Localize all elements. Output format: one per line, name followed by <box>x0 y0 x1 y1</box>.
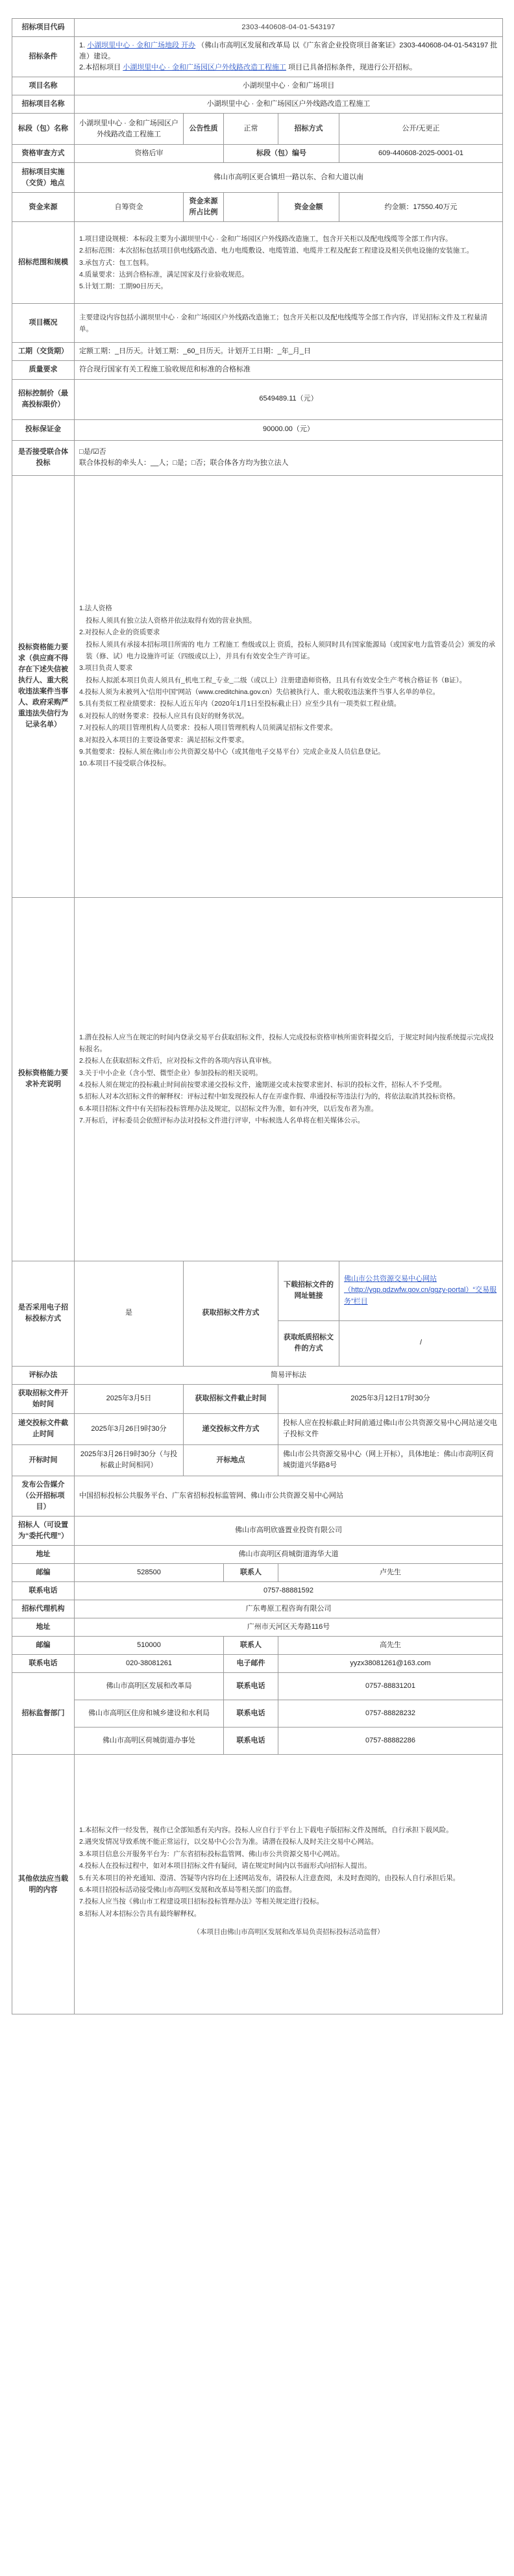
funding-label: 资金来源 <box>12 193 75 222</box>
paper-docs-label: 获取纸质招标文件的方式 <box>278 1320 339 1366</box>
supervisor-tel-value-2: 0757-88828232 <box>278 1700 503 1728</box>
qualification-line: 1.法人资格 <box>79 604 112 613</box>
other-req-content <box>75 897 503 1261</box>
other-req-line: 3.关于中小企业（含小型、微型企业）参加投标的相关说明。 <box>79 1069 262 1077</box>
qualification-line: 投标人拟派本项目负责人须具有_机电工程_专业_二级（或以上）注册建造师资格，且具有有效安全生产考核合格证书（B证）。 <box>86 676 467 684</box>
opening-place-label: 开标地点 <box>184 1444 278 1476</box>
remarks-line: 8.招标人对本招标公告具有最终解释权。 <box>79 1909 201 1918</box>
consortium-value <box>75 440 503 475</box>
tenderer-addr-label: 地址 <box>12 1545 75 1563</box>
qualification-line: 10.本项目不接受联合体投标。 <box>79 760 171 768</box>
scope-line: 4.质量要求：达到合格标准，满足国家及行业验收规范。 <box>79 271 249 279</box>
download-url-label: 下载招标文件的网址链接 <box>278 1261 339 1320</box>
scope-content <box>75 222 503 304</box>
get-docs-label: 获取招标文件方式 <box>184 1261 278 1366</box>
remarks-content <box>75 1755 503 2014</box>
supervisor-label: 招标监督部门 <box>12 1673 75 1755</box>
opening-time-value: 2025年3月26日9时30分（与投标截止时间相同） <box>75 1444 184 1476</box>
conditions-p2-post: 项目已具备招标条件，现进行公开招标。 <box>288 64 417 72</box>
bid-method-label: 招标方式 <box>278 114 339 145</box>
scope-line: 3.承包方式：包工包料。 <box>79 258 153 267</box>
conditions-label: 招标条件 <box>12 37 75 77</box>
agent-post-label: 邮编 <box>12 1637 75 1655</box>
supervisor-value: 佛山市高明区发展和改革局 <box>75 1673 224 1700</box>
conditions-project-name[interactable]: 小湖坝里中心 · 金和广场地段 开办 <box>87 42 196 50</box>
conditions-bid-name[interactable]: 小湖坝里中心 · 金和广场园区户外线路改造工程施工 <box>123 64 287 72</box>
scope-label: 招标范围和规模 <box>12 222 75 304</box>
consortium-choice: □是/☑否 <box>79 447 106 456</box>
tenderer-label: 招标人（可设置为“委托代理”） <box>12 1516 75 1545</box>
conditions-p1-pre: 1. <box>79 42 86 50</box>
project-name-label: 项目名称 <box>12 77 75 95</box>
tenderer-tel-value: 0757-88881592 <box>75 1581 503 1600</box>
tenderer-addr-value: 佛山市高明区荷城街道海华大道 <box>75 1545 503 1563</box>
agent-addr-value: 广州市天河区天寿路116号 <box>75 1618 503 1637</box>
e-bid-value: 是 <box>75 1261 184 1366</box>
section-label: 标段（包）名称 <box>12 114 75 145</box>
location-value: 佛山市高明区更合镇坦一路以东、合和大道以南 <box>75 163 503 193</box>
qualification-line: 4.投标人须为未被列入“信用中国”网站（www.creditchina.gov.cn）失信被执行人、重大税收违法案件当事人名单的单位。 <box>79 688 440 697</box>
remarks-note: （本项目由佛山市高明区发展和改革局负责招标投标活动监督） <box>193 1928 384 1937</box>
supervisor-value-3: 佛山市高明区荷城街道办事处 <box>75 1728 224 1755</box>
submit-deadline-label: 递交投标文件截止时间 <box>12 1413 75 1444</box>
submit-method-value: 投标人应在投标截止时间前通过佛山市公共资源交易中心网站递交电子投标文件 <box>278 1413 503 1444</box>
qualification-line: 2.对投标人企业的资质要求 <box>79 628 160 637</box>
bid-project-name-value: 小湖坝里中心 · 金和广场园区户外线路改造工程施工 <box>75 95 503 114</box>
agent-contact-label: 联系人 <box>224 1637 278 1655</box>
supervisor-value-2: 佛山市高明区住房和城乡建设和水利局 <box>75 1700 224 1728</box>
other-req-line: 5.招标人对本次招标文件的解释权：评标过程中如发现投标人存在弄虚作假、串通投标等违法行为的，将依法取消其投标资格。 <box>79 1093 460 1101</box>
other-req-line: 4.投标人须在规定的投标截止时间前按要求递交投标文件，逾期递交或未按要求密封、标识的投标文件，招标人不予受理。 <box>79 1081 447 1089</box>
tenderer-post-label: 邮编 <box>12 1563 75 1581</box>
media-label: 发布公告媒介（公开招标项目） <box>12 1476 75 1516</box>
remarks-line: 2.遇突发情况导致系统不能正常运行，以交易中心公告为准。请潜在投标人及时关注交易中心网站。 <box>79 1838 378 1846</box>
qualification-line: 8.对拟投入本项目的主要设备要求：满足招标文件要求。 <box>79 736 249 744</box>
tenderer-tel-label: 联系电话 <box>12 1581 75 1600</box>
review-value: 资格后审 <box>75 145 224 163</box>
agent-email-label: 电子邮件 <box>224 1655 278 1673</box>
agent-email-value[interactable]: yyzx38081261@163.com <box>278 1655 503 1673</box>
agent-post-value: 510000 <box>75 1637 224 1655</box>
price-cap-value: 6549489.11（元） <box>75 379 503 419</box>
supervisor-tel-value: 0757-88831201 <box>278 1673 503 1700</box>
funding-amount-label: 资金金额 <box>278 193 339 222</box>
consortium-lead: 联合体投标的牵头人：__人；□是；□否；联合体各方均为独立法人 <box>79 459 289 467</box>
funding-value: 自筹资金 <box>75 193 184 222</box>
quality-label: 质量要求 <box>12 361 75 379</box>
media-value: 中国招标投标公共服务平台、广东省招标投标监管网、佛山市公共资源交易中心网站 <box>75 1476 503 1516</box>
quality-value: 符合现行国家有关工程施工验收规范和标准的合格标准 <box>75 361 503 379</box>
scope-line: 1.项目建设规模：本标段主要为小湖坝里中心 · 金和广场园区户外线路改造施工，包含开关柜以及配电线缆等全部工作内容。 <box>79 234 452 243</box>
eval-method-value: 简易评标法 <box>75 1366 503 1384</box>
scope-line: 2.招标范围：本次招标包括项目供电线路改造、电力电缆敷设、电缆管道、电缆井工程及配套工程建设及相关供电设施的安装施工。 <box>79 247 474 255</box>
docs-end-value: 2025年3月12日17时30分 <box>278 1384 503 1413</box>
download-url-link[interactable]: 佛山市公共资源交易中心网站（http://ygp.gdzwfw.gov.cn/ggzy-portal）“交易服务”栏目 <box>339 1261 503 1320</box>
announcement-table <box>12 18 503 2014</box>
remarks-line: 6.本项目招投标活动接受佛山市高明区发展和改革局等相关部门的监督。 <box>79 1885 297 1894</box>
submit-method-label: 递交投标文件方式 <box>184 1413 278 1444</box>
duration-label: 工期（交货期） <box>12 343 75 361</box>
supervisor-tel-value-3: 0757-88882286 <box>278 1728 503 1755</box>
qualification-line: 7.对投标人的项目管理机构人员要求：投标人项目管理机构人员须满足招标文件要求。 <box>79 724 337 732</box>
conditions-text <box>75 37 503 77</box>
e-bid-label: 是否采用电子招标投标方式 <box>12 1261 75 1366</box>
tenderer-contact-label: 联系人 <box>224 1563 278 1581</box>
intro-label: 项目概况 <box>12 304 75 343</box>
remarks-line: 3.本项目信息公开服务平台为：广东省招标投标监管网、佛山市公共资源交易中心网站。 <box>79 1850 344 1858</box>
agent-contact-value: 高先生 <box>278 1637 503 1655</box>
project-code-label: 招标项目代码 <box>12 19 75 37</box>
consortium-label: 是否接受联合体投标 <box>12 440 75 475</box>
review-label: 资格审查方式 <box>12 145 75 163</box>
other-req-line: 1.潜在投标人应当在规定的时间内登录交易平台获取招标文件，投标人完成投标资格审核所需资料提交后，于规定时间内按系统提示完成投标报名。 <box>79 1033 494 1053</box>
opening-time-label: 开标时间 <box>12 1444 75 1476</box>
docs-end-label: 获取招标文件截止时间 <box>184 1384 278 1413</box>
other-req-label: 投标资格能力要求补充说明 <box>12 897 75 1261</box>
intro-value: 主要建设内容包括小湖坝里中心 · 金和广场园区户外线路改造施工；包含开关柜以及配电线缆等全部工作内容，详见招标文件及工程量清单。 <box>75 304 503 343</box>
remarks-label: 其他依法应当载明的内容 <box>12 1755 75 2014</box>
bid-project-name-label: 招标项目名称 <box>12 95 75 114</box>
qualification-line: 投标人须具有独立法人资格并依法取得有效的营业执照。 <box>86 616 256 625</box>
agent-label: 招标代理机构 <box>12 1600 75 1618</box>
remarks-line: 5.有关本项目的补充通知、澄清、答疑等内容均在上述网站发布，请投标人注意查阅，未及时查阅的，由投标人自行承担后果。 <box>79 1874 460 1882</box>
project-name-value: 小湖坝里中心 · 金和广场项目 <box>75 77 503 95</box>
deposit-label: 投标保证金 <box>12 419 75 440</box>
price-cap-label: 招标控制价（最高投标限价） <box>12 379 75 419</box>
deposit-value: 90000.00（元） <box>75 419 503 440</box>
tenderer-value: 佛山市高明欣盛置业投资有限公司 <box>75 1516 503 1545</box>
funding-ratio-value <box>224 193 278 222</box>
conditions-p2-pre: 2.本招标项目 <box>79 64 121 72</box>
funding-ratio-label: 资金来源所占比例 <box>184 193 224 222</box>
other-req-line: 6.本项目招标文件中有关招标投标管理办法及规定，以招标文件为准，如有冲突，以后发布者为准。 <box>79 1104 378 1113</box>
conditions-p1-mid: （佛山市高明区发展和改革局 以《广东省企业投资项目备案证》2303-440608-04-01-543197 <box>197 42 489 50</box>
remarks-line: 1.本招标文件一经发售，视作已全部知悉有关内容。投标人应自行于平台上下载电子版招标文件及图纸，自行承担下载风险。 <box>79 1826 453 1835</box>
section-code-label: 标段（包）编号 <box>224 145 339 163</box>
supervisor-tel-label-2: 联系电话 <box>224 1700 278 1728</box>
qualification-line: 9.其他要求：投标人须在佛山市公共资源交易中心（或其他电子交易平台）完成企业及人员信息登记。 <box>79 747 385 756</box>
tenderer-post-value: 528500 <box>75 1563 224 1581</box>
supervisor-tel-label-3: 联系电话 <box>224 1728 278 1755</box>
eval-method-label: 评标办法 <box>12 1366 75 1384</box>
project-code-value: 2303-440608-04-01-543197 <box>75 19 503 37</box>
agent-tel-label: 联系电话 <box>12 1655 75 1673</box>
agent-value: 广东粤原工程咨询有限公司 <box>75 1600 503 1618</box>
agent-tel-value: 020-38081261 <box>75 1655 224 1673</box>
assessor-value: 正常 <box>224 114 278 145</box>
qualification-label: 投标资格能力要求（供应商不得存在下述失信被执行人、重大税收违法案件当事人、政府采购严重违法失信行为记录名单） <box>12 475 75 897</box>
paper-docs-value: / <box>339 1320 503 1366</box>
qualification-content <box>75 475 503 897</box>
funding-amount-value: 约金额：17550.40万元 <box>339 193 503 222</box>
submit-deadline-value: 2025年3月26日9时30分 <box>75 1413 184 1444</box>
location-label: 招标项目实施（交货）地点 <box>12 163 75 193</box>
supervisor-tel-label: 联系电话 <box>224 1673 278 1700</box>
other-req-line: 7.开标后，评标委员会依照评标办法对投标文件进行评审，中标候选人名单将在相关媒体公示。 <box>79 1117 365 1125</box>
qualification-line: 5.具有类似工程业绩要求：投标人近五年内（2020年1月1日至投标截止日）应至少具有一项类似工程业绩。 <box>79 700 401 708</box>
tenderer-contact-value: 卢先生 <box>278 1563 503 1581</box>
duration-value: 定额工期：_日历天。计划工期：_60_日历天。计划开工日期：_年_月_日 <box>75 343 503 361</box>
docs-start-label: 获取招标文件开始时间 <box>12 1384 75 1413</box>
tender-announcement <box>12 18 502 2014</box>
section-name: 小湖坝里中心 · 金和广场园区户外线路改造工程施工 <box>75 114 184 145</box>
remarks-line: 4.投标人在投标过程中，如对本项目招标文件有疑问，请在规定时间内以书面形式向招标人提出。 <box>79 1862 371 1870</box>
docs-start-value: 2025年3月5日 <box>75 1384 184 1413</box>
conditions-p1-post: 批准）建设。 <box>79 42 498 61</box>
qualification-line: 投标人须具有承接本招标项目所需的 电力 工程施工 叁级或以上 资质，投标人须同时具有国家能源局（或国家电力监管委员会）颁发的承装（修、试）电力设施许可证（四级或以上），并具有有效安全生产许可证。 <box>86 640 496 660</box>
assessor-label: 公告性质 <box>184 114 224 145</box>
qualification-line: 6.对投标人的财务要求：投标人应具有良好的财务状况。 <box>79 712 249 720</box>
agent-addr-label: 地址 <box>12 1618 75 1637</box>
opening-place-value: 佛山市公共资源交易中心（网上开标），具体地址：佛山市高明区荷城街道兴华路8号 <box>278 1444 503 1476</box>
section-code-value: 609-440608-2025-0001-01 <box>339 145 503 163</box>
remarks-line: 7.投标人应当按《佛山市工程建设项目招标投标管理办法》等相关规定进行投标。 <box>79 1898 324 1906</box>
scope-line: 5.计划工期：工期90日历天。 <box>79 282 167 291</box>
qualification-line: 3.项目负责人要求 <box>79 664 133 673</box>
other-req-line: 2.投标人在获取招标文件后，应对投标文件的各项内容认真审核。 <box>79 1057 276 1065</box>
bid-method-value: 公开/无更正 <box>339 114 503 145</box>
